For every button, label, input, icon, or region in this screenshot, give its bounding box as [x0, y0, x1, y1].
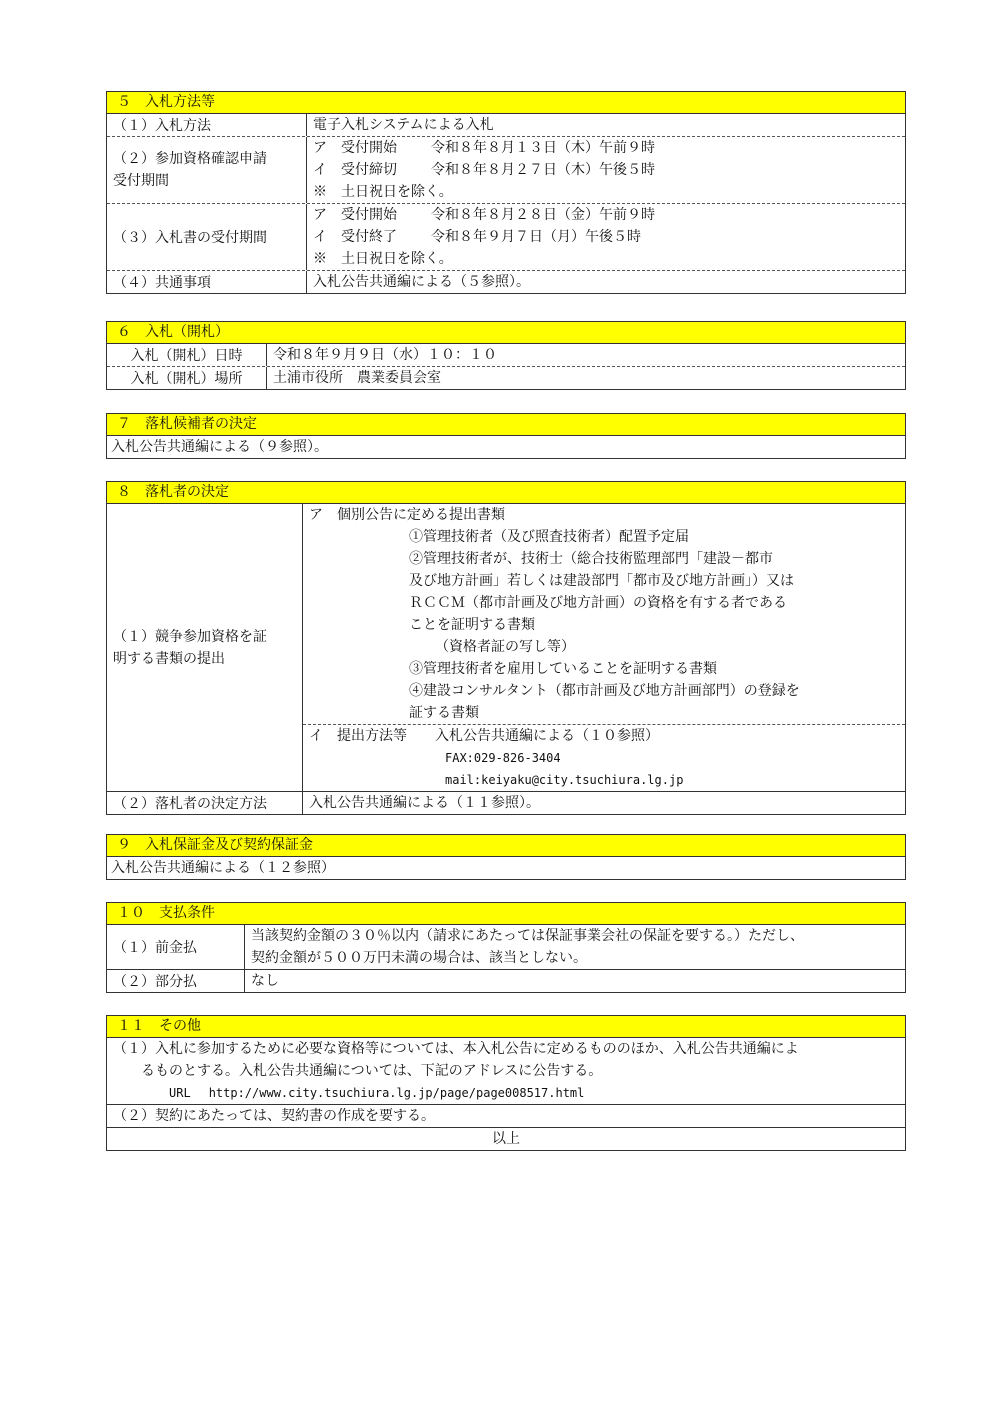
section-11: [106, 1015, 906, 1151]
row-value: 入札公告共通編による（１１参照）。: [309, 795, 540, 811]
row-value: ア 受付開始 令和８年８月１３日（木）午前９時 イ 受付締切 令和８年８月２７日（木）午後５時 ※ 土日祝日を除く。: [313, 140, 655, 200]
section-7: [106, 413, 906, 459]
section-6-title: ６ 入札（開札）: [107, 322, 905, 344]
row-value: 土浦市役所 農業委員会室: [273, 370, 441, 386]
fax-number: FAX:029-826-3404: [445, 751, 561, 765]
section-9: [106, 834, 906, 880]
section-10: [106, 902, 906, 993]
row-label: （２）落札者の決定方法: [107, 792, 303, 814]
row-label: （３）入札書の受付期間: [107, 204, 307, 270]
table-row: [107, 504, 905, 791]
row-value: なし: [251, 973, 279, 989]
section-7-body: 入札公告共通編による（９参照）。: [111, 439, 328, 455]
email-address[interactable]: mail:keiyaku@city.tsuchiura.lg.jp: [445, 773, 684, 787]
section-11-item-1: （１）入札に参加するために必要な資格等については、本入札公告に定めるもののほか、入札公告共通編によ るものとする。入札公告共通編については、下記のアドレスに公告する。 URL http://www.city.tsuchiura.lg.jp/page/page008517.html: [113, 1041, 799, 1100]
section-9-body: 入札公告共通編による（１２参照）: [111, 860, 335, 876]
row-value: 電子入札システムによる入札: [313, 117, 494, 133]
table-row: [107, 366, 905, 389]
table-row: [107, 925, 905, 969]
row-label: 入札（開札）日時: [107, 344, 267, 366]
section-8: [106, 481, 906, 815]
table-row: [107, 203, 905, 270]
row-label: （２）部分払: [107, 970, 245, 992]
section-11-item-2: （２）契約にあたっては、契約書の作成を要する。: [107, 1104, 905, 1127]
table-row: [107, 344, 905, 366]
row-value: 入札公告共通編による（５参照）。: [313, 274, 530, 290]
table-row: [107, 969, 905, 992]
row-value: 当該契約金額の３０％以内（請求にあたっては保証事業会社の保証を要する。）ただし、 契約金額が５００万円未満の場合は、該当としない。: [251, 928, 804, 966]
row-value: 令和８年９月９日（水）１０：１０: [273, 347, 497, 363]
section-5-title: ５ 入札方法等: [107, 92, 905, 114]
table-row: [107, 114, 905, 136]
row-label: （１）競争参加資格を証 明する書類の提出: [107, 504, 303, 791]
section-6: [106, 321, 906, 390]
table-row: [107, 791, 905, 814]
section-8-title: ８ 落札者の決定: [107, 482, 905, 504]
row-label: （１）入札方法: [107, 114, 307, 136]
end-mark: 以上: [107, 1127, 905, 1150]
row-label: （１）前金払: [107, 925, 245, 969]
row-value: ア 受付開始 令和８年８月２８日（金）午前９時 イ 受付終了 令和８年９月７日（月）午後５時 ※ 土日祝日を除く。: [313, 207, 655, 267]
table-row: [107, 136, 905, 203]
row-label: 入札（開札）場所: [107, 367, 267, 389]
url-link[interactable]: http://www.city.tsuchiura.lg.jp/page/page008517.html: [208, 1086, 585, 1100]
row-label: （２）参加資格確認申請 受付期間: [107, 137, 307, 203]
section-7-title: ７ 落札候補者の決定: [107, 414, 905, 436]
row-value: ア 個別公告に定める提出書類 ①管理技術者（及び照査技術者）配置予定届 ②管理技術者が、技術士（総合技術監理部門「建設－都市 及び地方計画」若しくは建設部門「都市及び地方計画」）又は ＲＣＣＭ（都市計画及び地方計画）の資格を有する者である ことを証明する書類 （資格者証の写し等） ③管理技術者を雇用していることを証明する書類 ④建設コンサルタント（都市計画及び地方計画部門）の登録を 証する書類 イ 提出方法等 入札公告共通編による（１０参照） FAX:029-826-3404 mail:keiyaku@city.tsuchiura.lg.jp: [303, 504, 905, 791]
section-9-title: ９ 入札保証金及び契約保証金: [107, 835, 905, 857]
submission-method: イ 提出方法等 入札公告共通編による（１０参照） FAX:029-826-3404 mail:keiyaku@city.tsuchiura.lg.jp: [303, 724, 905, 791]
table-row: [107, 270, 905, 293]
section-10-title: １０ 支払条件: [107, 903, 905, 925]
section-5: [106, 91, 906, 294]
row-label: （４）共通事項: [107, 271, 307, 293]
section-11-title: １１ その他: [107, 1016, 905, 1038]
